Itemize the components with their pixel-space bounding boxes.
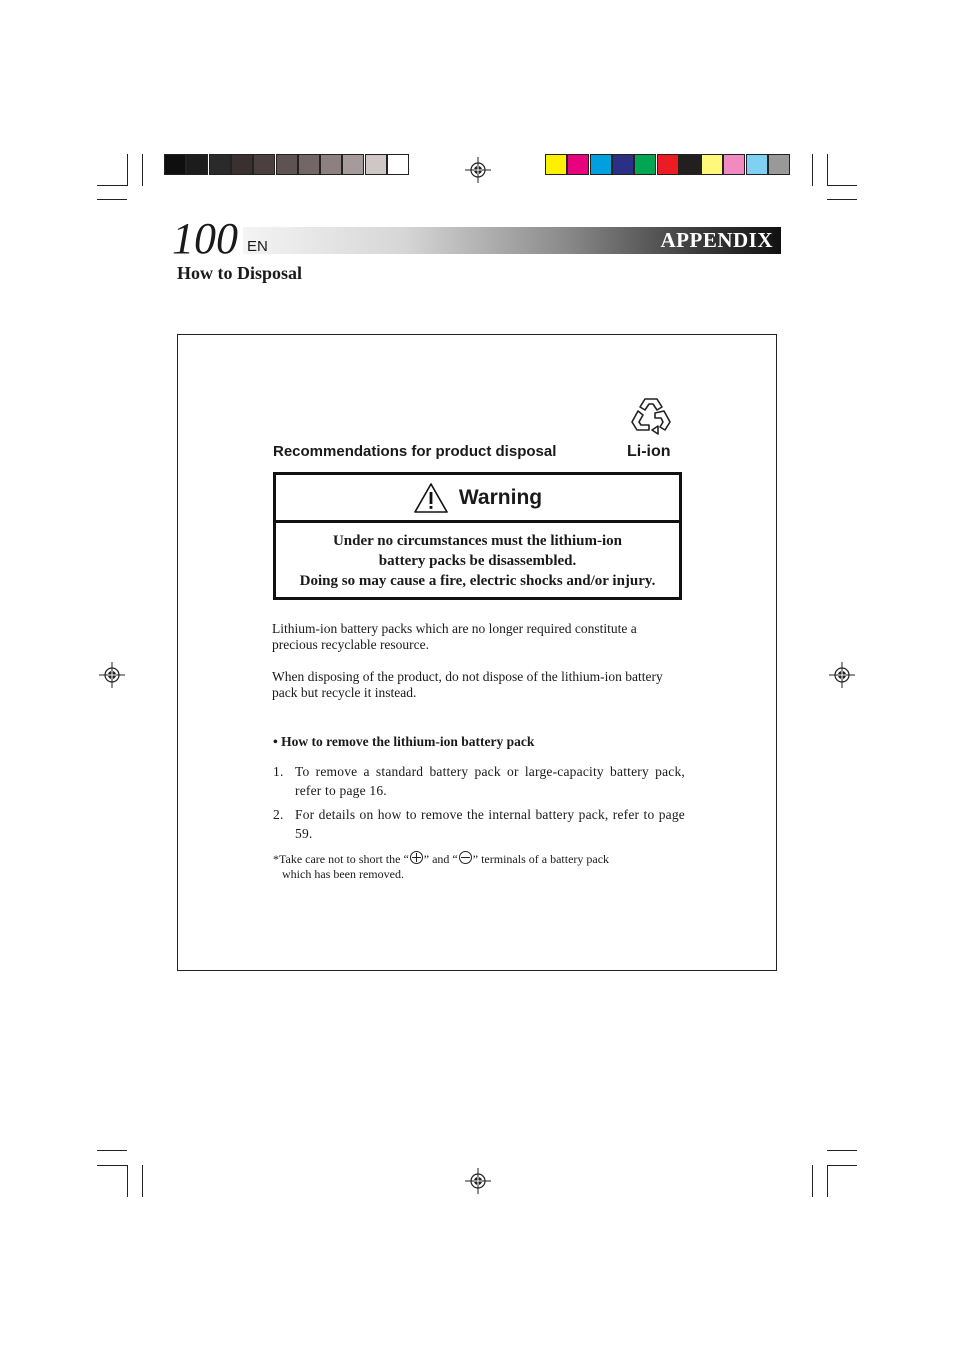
color-swatch bbox=[387, 154, 409, 175]
color-swatch bbox=[320, 154, 342, 175]
terminal-note bbox=[273, 851, 693, 882]
color-swatch bbox=[634, 154, 656, 175]
note-text: which has been removed. bbox=[282, 867, 404, 881]
warning-text bbox=[276, 531, 679, 591]
step-number: 1. bbox=[273, 764, 284, 779]
color-swatch bbox=[342, 154, 364, 175]
warning-box bbox=[273, 472, 682, 600]
warning-triangle-icon bbox=[413, 482, 449, 514]
how-to-title: • How to remove the lithium-ion battery pack bbox=[273, 734, 535, 749]
color-swatch bbox=[231, 154, 253, 175]
paragraph-dispose: When disposing of the product, do not dispose of the lithium-ion battery pack but recycle it instead. bbox=[272, 669, 663, 700]
note-text: ” and “ bbox=[423, 852, 458, 866]
warning-line: Under no circumstances must the lithium-ion bbox=[332, 533, 623, 549]
color-swatch bbox=[590, 154, 612, 175]
paragraph-recyclable: Lithium-ion battery packs which are no longer required constitute a precious recyclable resource. bbox=[272, 621, 637, 652]
page-number: 100 bbox=[172, 214, 238, 263]
color-swatch bbox=[276, 154, 298, 175]
note-text: ” terminals of a battery pack bbox=[472, 852, 610, 866]
step-item bbox=[273, 805, 685, 843]
color-swatch bbox=[186, 154, 208, 175]
warning-line: battery packs be disassembled. bbox=[378, 553, 577, 569]
color-swatch bbox=[253, 154, 275, 175]
registration-mark-icon bbox=[829, 662, 855, 688]
color-swatch bbox=[209, 154, 231, 175]
color-swatch bbox=[723, 154, 745, 175]
color-swatch bbox=[768, 154, 790, 175]
color-swatch bbox=[701, 154, 723, 175]
page-language: EN bbox=[247, 238, 268, 255]
color-swatch bbox=[679, 154, 701, 175]
note-text: *Take care not to short the “ bbox=[273, 852, 409, 866]
recycle-label: Li-ion bbox=[627, 443, 671, 460]
color-swatch bbox=[298, 154, 320, 175]
page-title: How to Disposal bbox=[177, 263, 303, 283]
color-swatch bbox=[746, 154, 768, 175]
recycle-icon bbox=[628, 395, 674, 437]
step-item bbox=[273, 762, 685, 800]
color-swatch bbox=[612, 154, 634, 175]
recommendation-title: Recommendations for product disposal bbox=[273, 443, 557, 460]
color-swatch bbox=[164, 154, 186, 175]
registration-mark-icon bbox=[465, 1168, 491, 1194]
step-text: For details on how to remove the internal battery pack, refer to page 59. bbox=[295, 807, 685, 841]
color-swatch bbox=[545, 154, 567, 175]
warning-heading: Warning bbox=[458, 485, 543, 509]
color-swatch bbox=[657, 154, 679, 175]
minus-terminal-icon bbox=[459, 851, 472, 864]
step-number: 2. bbox=[273, 807, 284, 822]
color-swatch bbox=[365, 154, 387, 175]
warning-line: Doing so may cause a fire, electric shocks and/or injury. bbox=[299, 573, 656, 589]
registration-mark-icon bbox=[465, 157, 491, 183]
color-swatch bbox=[567, 154, 589, 175]
plus-terminal-icon bbox=[410, 851, 423, 864]
step-text: To remove a standard battery pack or large-capacity battery pack, refer to page 16. bbox=[295, 764, 685, 798]
registration-mark-icon bbox=[99, 662, 125, 688]
warning-header bbox=[276, 475, 679, 523]
section-label: APPENDIX bbox=[660, 228, 773, 252]
